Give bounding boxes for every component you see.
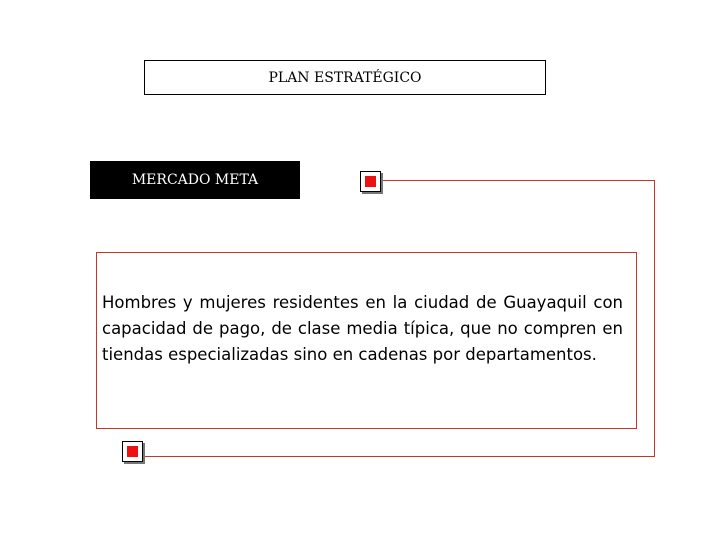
content-text: Hombres y mujeres residentes en la ciudad de Guayaquil con capacidad de pago, de clase media típica, que no compren en tiendas especializadas sino en cadenas por departamentos. — [102, 293, 623, 364]
bullet-fill — [127, 446, 138, 457]
bullet-fill — [365, 176, 376, 187]
page-title-box — [144, 60, 546, 95]
section-label — [90, 161, 300, 199]
connector-line-bottom — [142, 456, 382, 457]
page-title: PLAN ESTRATÉGICO — [268, 69, 422, 86]
red-square-bullet-icon — [122, 441, 143, 462]
section-label-text: MERCADO META — [131, 172, 259, 188]
red-square-bullet-icon — [360, 171, 381, 192]
